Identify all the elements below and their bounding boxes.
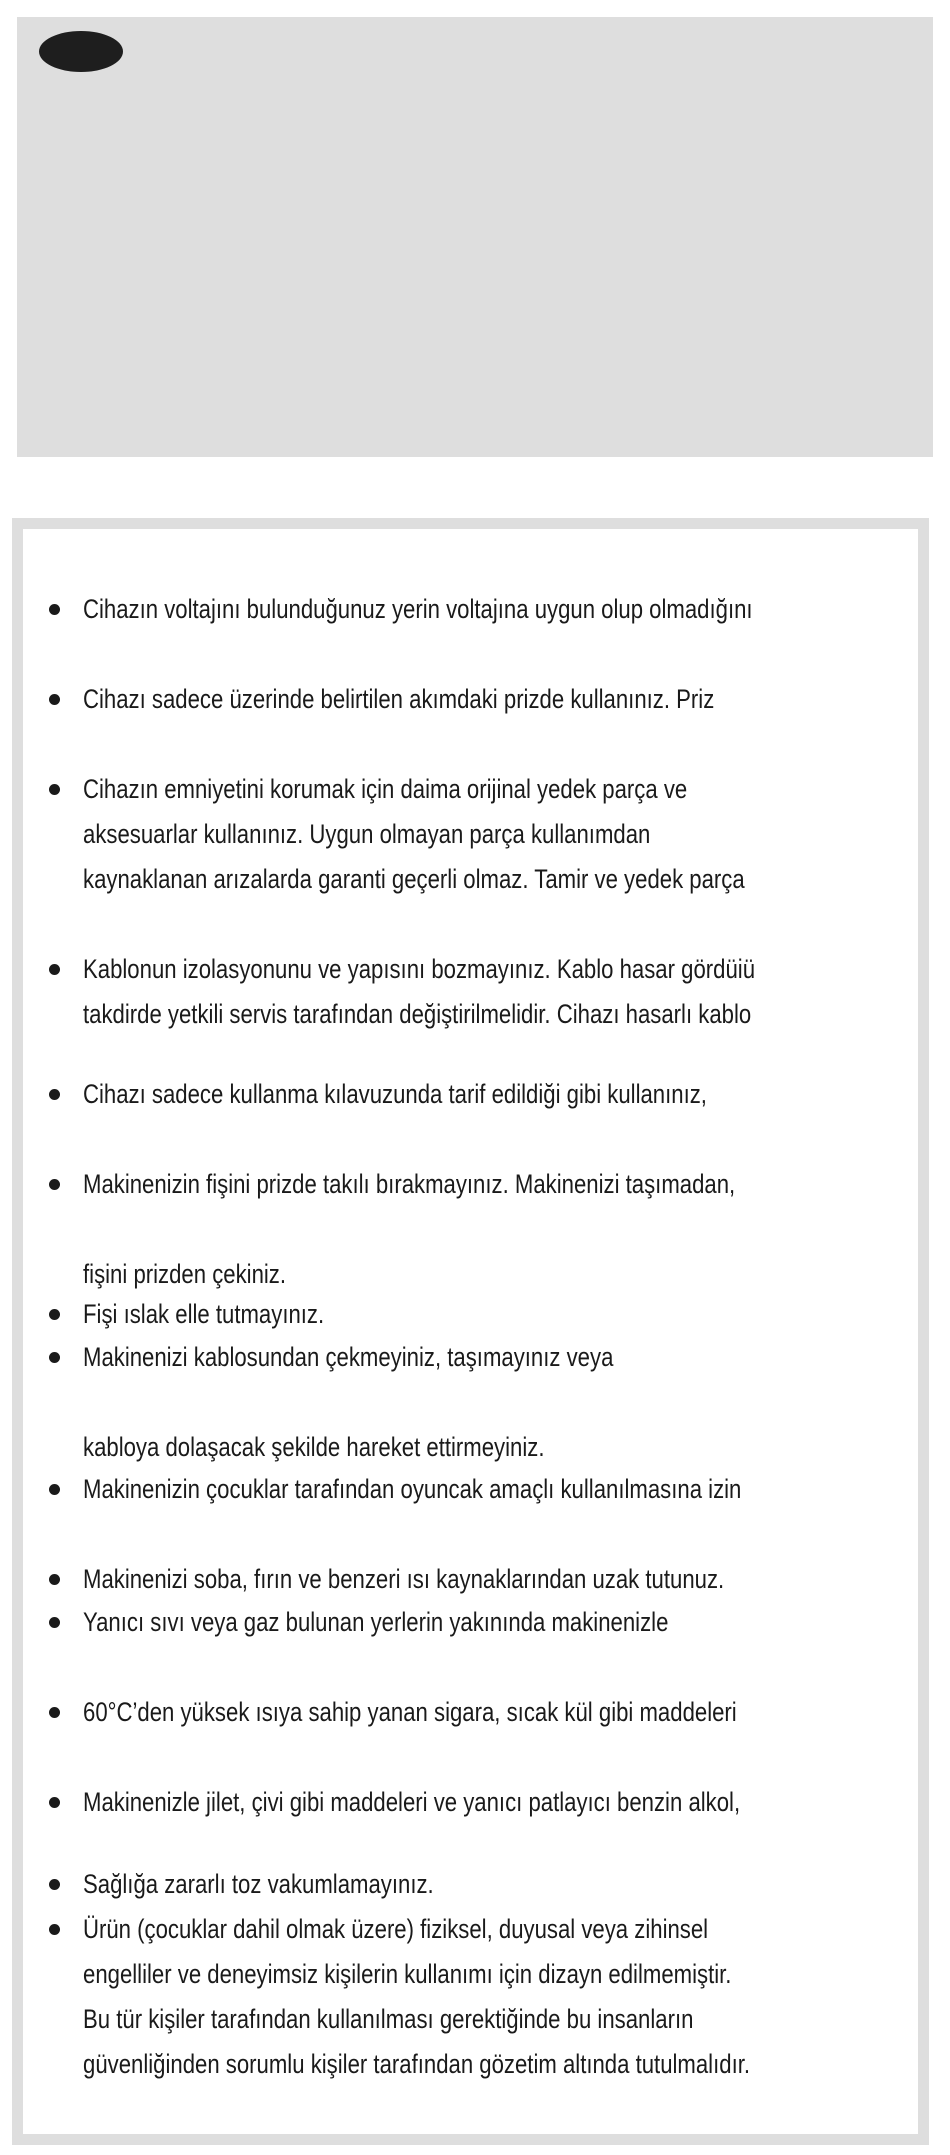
instruction-line: aksesuarlar kullanınız. Uygun olmayan parça kullanımdan [83, 819, 651, 849]
bullet-icon [49, 1089, 60, 1100]
instruction-line: Cihazın emniyetini korumak için daima orijinal yedek parça ve [83, 774, 688, 804]
instruction-line: takdirde yetkili servis tarafından değiştirilmelidir. Cihazı hasarlı kablo [83, 999, 752, 1029]
bullet-icon [49, 604, 60, 615]
instruction-line: Yanıcı sıvı veya gaz bulunan yerlerin yakınında makinenizle [83, 1607, 669, 1637]
instruction-line: kabloya dolaşacak şekilde hareket ettirmeyiniz. [83, 1432, 545, 1462]
instruction-line: güvenliğinden sorumlu kişiler tarafından gözetim altında tutulmalıdır. [83, 2049, 751, 2079]
instruction-line: Makinenizi soba, fırın ve benzeri ısı kaynaklarından uzak tutunuz. [83, 1564, 725, 1594]
black-oval-marker [39, 31, 123, 72]
instruction-line: Kablonun izolasyonunu ve yapısını bozmayınız. Kablo hasar gördüiü [83, 954, 756, 984]
bullet-icon [49, 694, 60, 705]
instruction-line: engelliler ve deneyimsiz kişilerin kullanımı için dizayn edilmemiştir. [83, 1959, 732, 1989]
bullet-icon [49, 1309, 60, 1320]
instruction-line: Bu tür kişiler tarafından kullanılması gerektiğinde bu insanların [83, 2004, 694, 2034]
instruction-line: Cihazın voltajını bulunduğunuz yerin voltajına uygun olup olmadığını [83, 594, 753, 624]
instruction-line: Cihazı sadece üzerinde belirtilen akımdaki prizde kullanınız. Priz [83, 684, 715, 714]
instruction-line: Fişi ıslak elle tutmayınız. [83, 1299, 325, 1329]
bullet-icon [49, 1352, 60, 1363]
instruction-line: Makinenizle jilet, çivi gibi maddeleri ve yanıcı patlayıcı benzin alkol, [83, 1787, 741, 1817]
instruction-line: Cihazı sadece kullanma kılavuzunda tarif edildiği gibi kullanınız, [83, 1079, 707, 1109]
bullet-icon [49, 964, 60, 975]
instruction-line: kaynaklanan arızalarda garanti geçerli olmaz. Tamir ve yedek parça [83, 864, 745, 894]
bullet-icon [49, 1879, 60, 1890]
instruction-line: Ürün (çocuklar dahil olmak üzere) fiziksel, duyusal veya zihinsel [83, 1914, 709, 1944]
bullet-icon [49, 1797, 60, 1808]
instruction-line: Makinenizin fişini prizde takılı bırakmayınız. Makinenizi taşımadan, [83, 1169, 736, 1199]
bullet-icon [49, 1484, 60, 1495]
bullet-icon [49, 1617, 60, 1628]
bullet-icon [49, 784, 60, 795]
instruction-line: Makinenizi kablosundan çekmeyiniz, taşımayınız veya [83, 1342, 614, 1372]
instruction-line: Sağlığa zararlı toz vakumlamayınız. [83, 1869, 434, 1899]
bullet-icon [49, 1179, 60, 1190]
bullet-icon [49, 1707, 60, 1718]
instruction-line: fişini prizden çekiniz. [83, 1259, 287, 1289]
instruction-line: 60°C’den yüksek ısıya sahip yanan sigara, sıcak kül gibi maddeleri [83, 1697, 737, 1727]
safety-instructions-box [12, 518, 929, 2145]
bullet-icon [49, 1574, 60, 1585]
instruction-line: Makinenizin çocuklar tarafından oyuncak amaçlı kullanılmasına izin [83, 1474, 742, 1504]
illustration-placeholder [17, 17, 933, 457]
bullet-icon [49, 1924, 60, 1935]
